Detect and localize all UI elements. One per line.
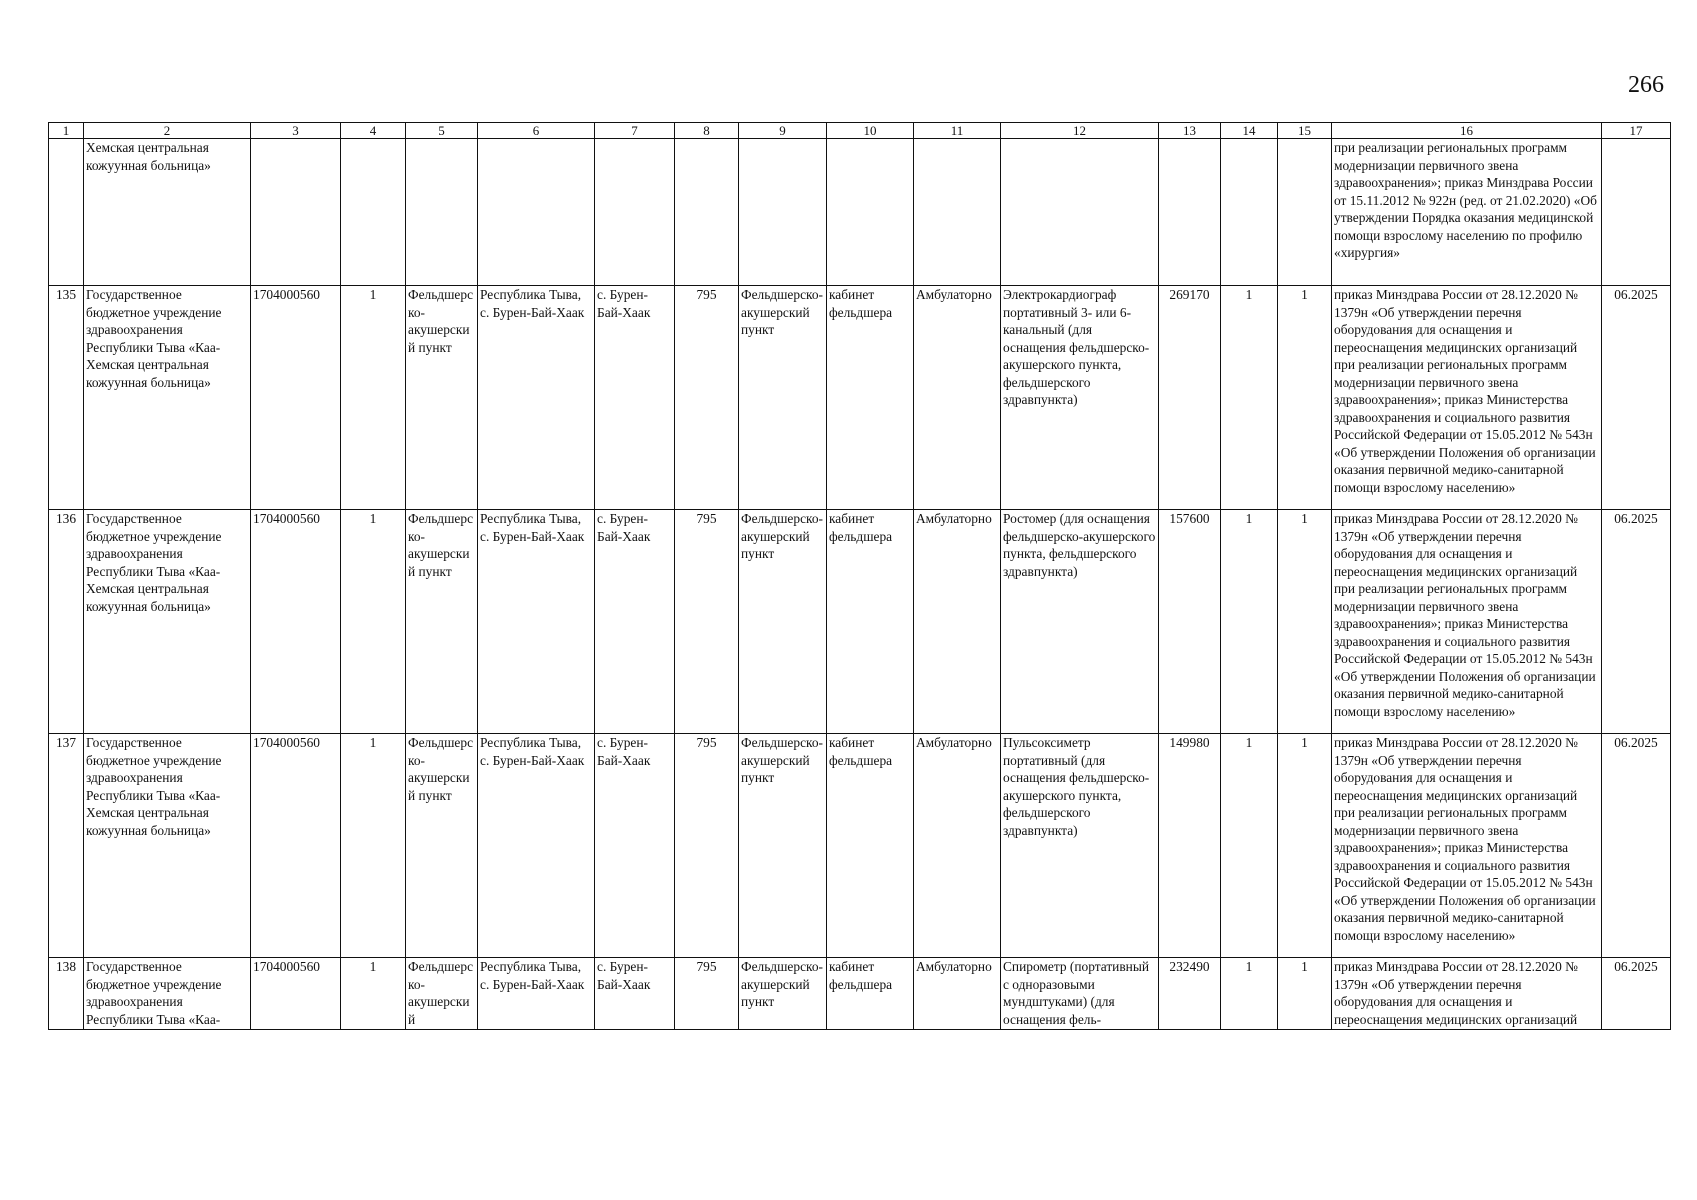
header-cell: 10 (827, 123, 914, 139)
cell-col4: 1 (341, 734, 406, 958)
cell-locality: с. Бурен-Бай-Хаак (595, 958, 675, 1030)
cell-col4: 1 (341, 510, 406, 734)
cell-facility-type: Фельдшерско-акушерский пункт (406, 734, 478, 958)
cell-care-form: Амбулаторно (914, 510, 1001, 734)
header-cell: 11 (914, 123, 1001, 139)
cell-locality: с. Бурен-Бай-Хаак (595, 286, 675, 510)
header-cell: 17 (1602, 123, 1671, 139)
cell-organization: Государственное бюджетное учреждение здравоохранения Республики Тыва «Каа-Хемская центральная кожуунная больница» (84, 286, 251, 510)
cell-inn: 1704000560 (251, 286, 341, 510)
cell-locality: с. Бурен-Бай-Хаак (595, 734, 675, 958)
continued-row (49, 139, 1671, 286)
column-numbers-row (49, 123, 1671, 139)
header-cell: 7 (595, 123, 675, 139)
cell-facility-type: Фельдшерско-акушерский пункт (406, 286, 478, 510)
cell-organization: Государственное бюджетное учреждение здравоохранения Республики Тыва «Каа-Хемская центральная кожуунная больница» (84, 510, 251, 734)
cell-legal-basis: приказ Минздрава России от 28.12.2020 № 1379н «Об утверждении перечня оборудования для оснащения и переоснащения медицинских организаций при реализации региональных программ модернизации первичного звена здравоохранения»; приказ Министерства здравоохранения и социального развития Российской Федерации от 15.05.2012 № 543н «Об утверждении Положения об организации оказания первичной медико-санитарной помощи взрослому населению» (1332, 734, 1602, 958)
cell-organization: Государственное бюджетное учреждение здравоохранения Республики Тыва «Каа-Хемская центральная кожуунная больница» (84, 734, 251, 958)
equipment-table (48, 122, 1671, 1030)
cell-unit: Фельдшерско-акушерский пункт (739, 958, 827, 1030)
header-cell: 3 (251, 123, 341, 139)
header-cell: 16 (1332, 123, 1602, 139)
header-cell: 1 (49, 123, 84, 139)
cell-col15: 1 (1278, 734, 1332, 958)
cell-room: кабинет фельдшера (827, 958, 914, 1030)
cell-col14: 1 (1221, 958, 1278, 1030)
header-cell: 15 (1278, 123, 1332, 139)
cell-col15: 1 (1278, 286, 1332, 510)
cell-inn: 1704000560 (251, 734, 341, 958)
cell-address: Республика Тыва, с. Бурен-Бай-Хаак (478, 958, 595, 1030)
cell-price: 149980 (1159, 734, 1221, 958)
cell-care-form: Амбулаторно (914, 958, 1001, 1030)
page-number: 266 (1628, 72, 1664, 98)
cell-facility-type: Фельдшерско-акушерский (406, 958, 478, 1030)
cell-col14: 1 (1221, 286, 1278, 510)
header-cell: 2 (84, 123, 251, 139)
header-cell: 12 (1001, 123, 1159, 139)
header-cell: 13 (1159, 123, 1221, 139)
cell-col8: 795 (675, 510, 739, 734)
cell-col14: 1 (1221, 510, 1278, 734)
table-row (49, 286, 1671, 510)
header-cell: 4 (341, 123, 406, 139)
cell-inn: 1704000560 (251, 958, 341, 1030)
header-cell: 5 (406, 123, 478, 139)
cell-unit: Фельдшерско-акушерский пункт (739, 286, 827, 510)
cell-date: 06.2025 (1602, 510, 1671, 734)
cell-locality: с. Бурен-Бай-Хаак (595, 510, 675, 734)
cell-equipment: Ростомер (для оснащения фельдшерско-акушерского пункта, фельдшерского здравпункта) (1001, 510, 1159, 734)
cell-number: 136 (49, 510, 84, 734)
cell-equipment: Спирометр (портативный с одноразовыми мундштуками) (для оснащения фель- (1001, 958, 1159, 1030)
header-cell: 9 (739, 123, 827, 139)
cell-col8: 795 (675, 734, 739, 958)
header-cell: 8 (675, 123, 739, 139)
cell-inn: 1704000560 (251, 510, 341, 734)
cell-date: 06.2025 (1602, 734, 1671, 958)
cell-col14: 1 (1221, 734, 1278, 958)
cell-number: 138 (49, 958, 84, 1030)
cell-organization: Хемская центральная кожуунная больница» (84, 139, 251, 286)
header-cell: 6 (478, 123, 595, 139)
cell-number (49, 139, 84, 286)
cell-room: кабинет фельдшера (827, 510, 914, 734)
cell-col8: 795 (675, 958, 739, 1030)
header-cell: 14 (1221, 123, 1278, 139)
table-row (49, 958, 1671, 1030)
cell-price: 157600 (1159, 510, 1221, 734)
cell-legal-basis: при реализации региональных программ модернизации первичного звена здравоохранения»; приказ Минздрава России от 15.11.2012 № 922н (ред. от 21.02.2020) «Об утверждении Порядка оказания медицинской помощи взрослому населению по профилю «хирургия» (1332, 139, 1602, 286)
cell-legal-basis: приказ Минздрава России от 28.12.2020 № 1379н «Об утверждении перечня оборудования для оснащения и переоснащения медицинских организаций при реализации региональных программ модернизации первичного звена здравоохранения»; приказ Министерства здравоохранения и социального развития Российской Федерации от 15.05.2012 № 543н «Об утверждении Положения об организации оказания первичной медико-санитарной помощи взрослому населению» (1332, 510, 1602, 734)
cell-address: Республика Тыва, с. Бурен-Бай-Хаак (478, 734, 595, 958)
cell-number: 135 (49, 286, 84, 510)
cell-col4: 1 (341, 958, 406, 1030)
cell-equipment: Электрокардиограф портативный 3- или 6-канальный (для оснащения фельдшерско-акушерского пункта, фельдшерского здравпункта) (1001, 286, 1159, 510)
cell-organization: Государственное бюджетное учреждение здравоохранения Республики Тыва «Каа- (84, 958, 251, 1030)
table-row (49, 734, 1671, 958)
cell-facility-type: Фельдшерско-акушерский пункт (406, 510, 478, 734)
cell-col15: 1 (1278, 510, 1332, 734)
cell-legal-basis: приказ Минздрава России от 28.12.2020 № 1379н «Об утверждении перечня оборудования для оснащения и переоснащения медицинских организаций (1332, 958, 1602, 1030)
cell-address: Республика Тыва, с. Бурен-Бай-Хаак (478, 286, 595, 510)
cell-col4: 1 (341, 286, 406, 510)
cell-number: 137 (49, 734, 84, 958)
cell-col15: 1 (1278, 958, 1332, 1030)
cell-address: Республика Тыва, с. Бурен-Бай-Хаак (478, 510, 595, 734)
cell-price: 269170 (1159, 286, 1221, 510)
cell-equipment: Пульсоксиметр портативный (для оснащения фельдшерско-акушерского пункта, фельдшерского здравпункта) (1001, 734, 1159, 958)
cell-col8: 795 (675, 286, 739, 510)
cell-price: 232490 (1159, 958, 1221, 1030)
cell-care-form: Амбулаторно (914, 286, 1001, 510)
cell-unit: Фельдшерско-акушерский пункт (739, 734, 827, 958)
cell-legal-basis: приказ Минздрава России от 28.12.2020 № 1379н «Об утверждении перечня оборудования для оснащения и переоснащения медицинских организаций при реализации региональных программ модернизации первичного звена здравоохранения»; приказ Министерства здравоохранения и социального развития Российской Федерации от 15.05.2012 № 543н «Об утверждении Положения об организации оказания первичной медико-санитарной помощи взрослому населению» (1332, 286, 1602, 510)
cell-room: кабинет фельдшера (827, 734, 914, 958)
cell-date: 06.2025 (1602, 286, 1671, 510)
cell-care-form: Амбулаторно (914, 734, 1001, 958)
cell-unit: Фельдшерско-акушерский пункт (739, 510, 827, 734)
cell-date: 06.2025 (1602, 958, 1671, 1030)
table-row (49, 510, 1671, 734)
cell-room: кабинет фельдшера (827, 286, 914, 510)
